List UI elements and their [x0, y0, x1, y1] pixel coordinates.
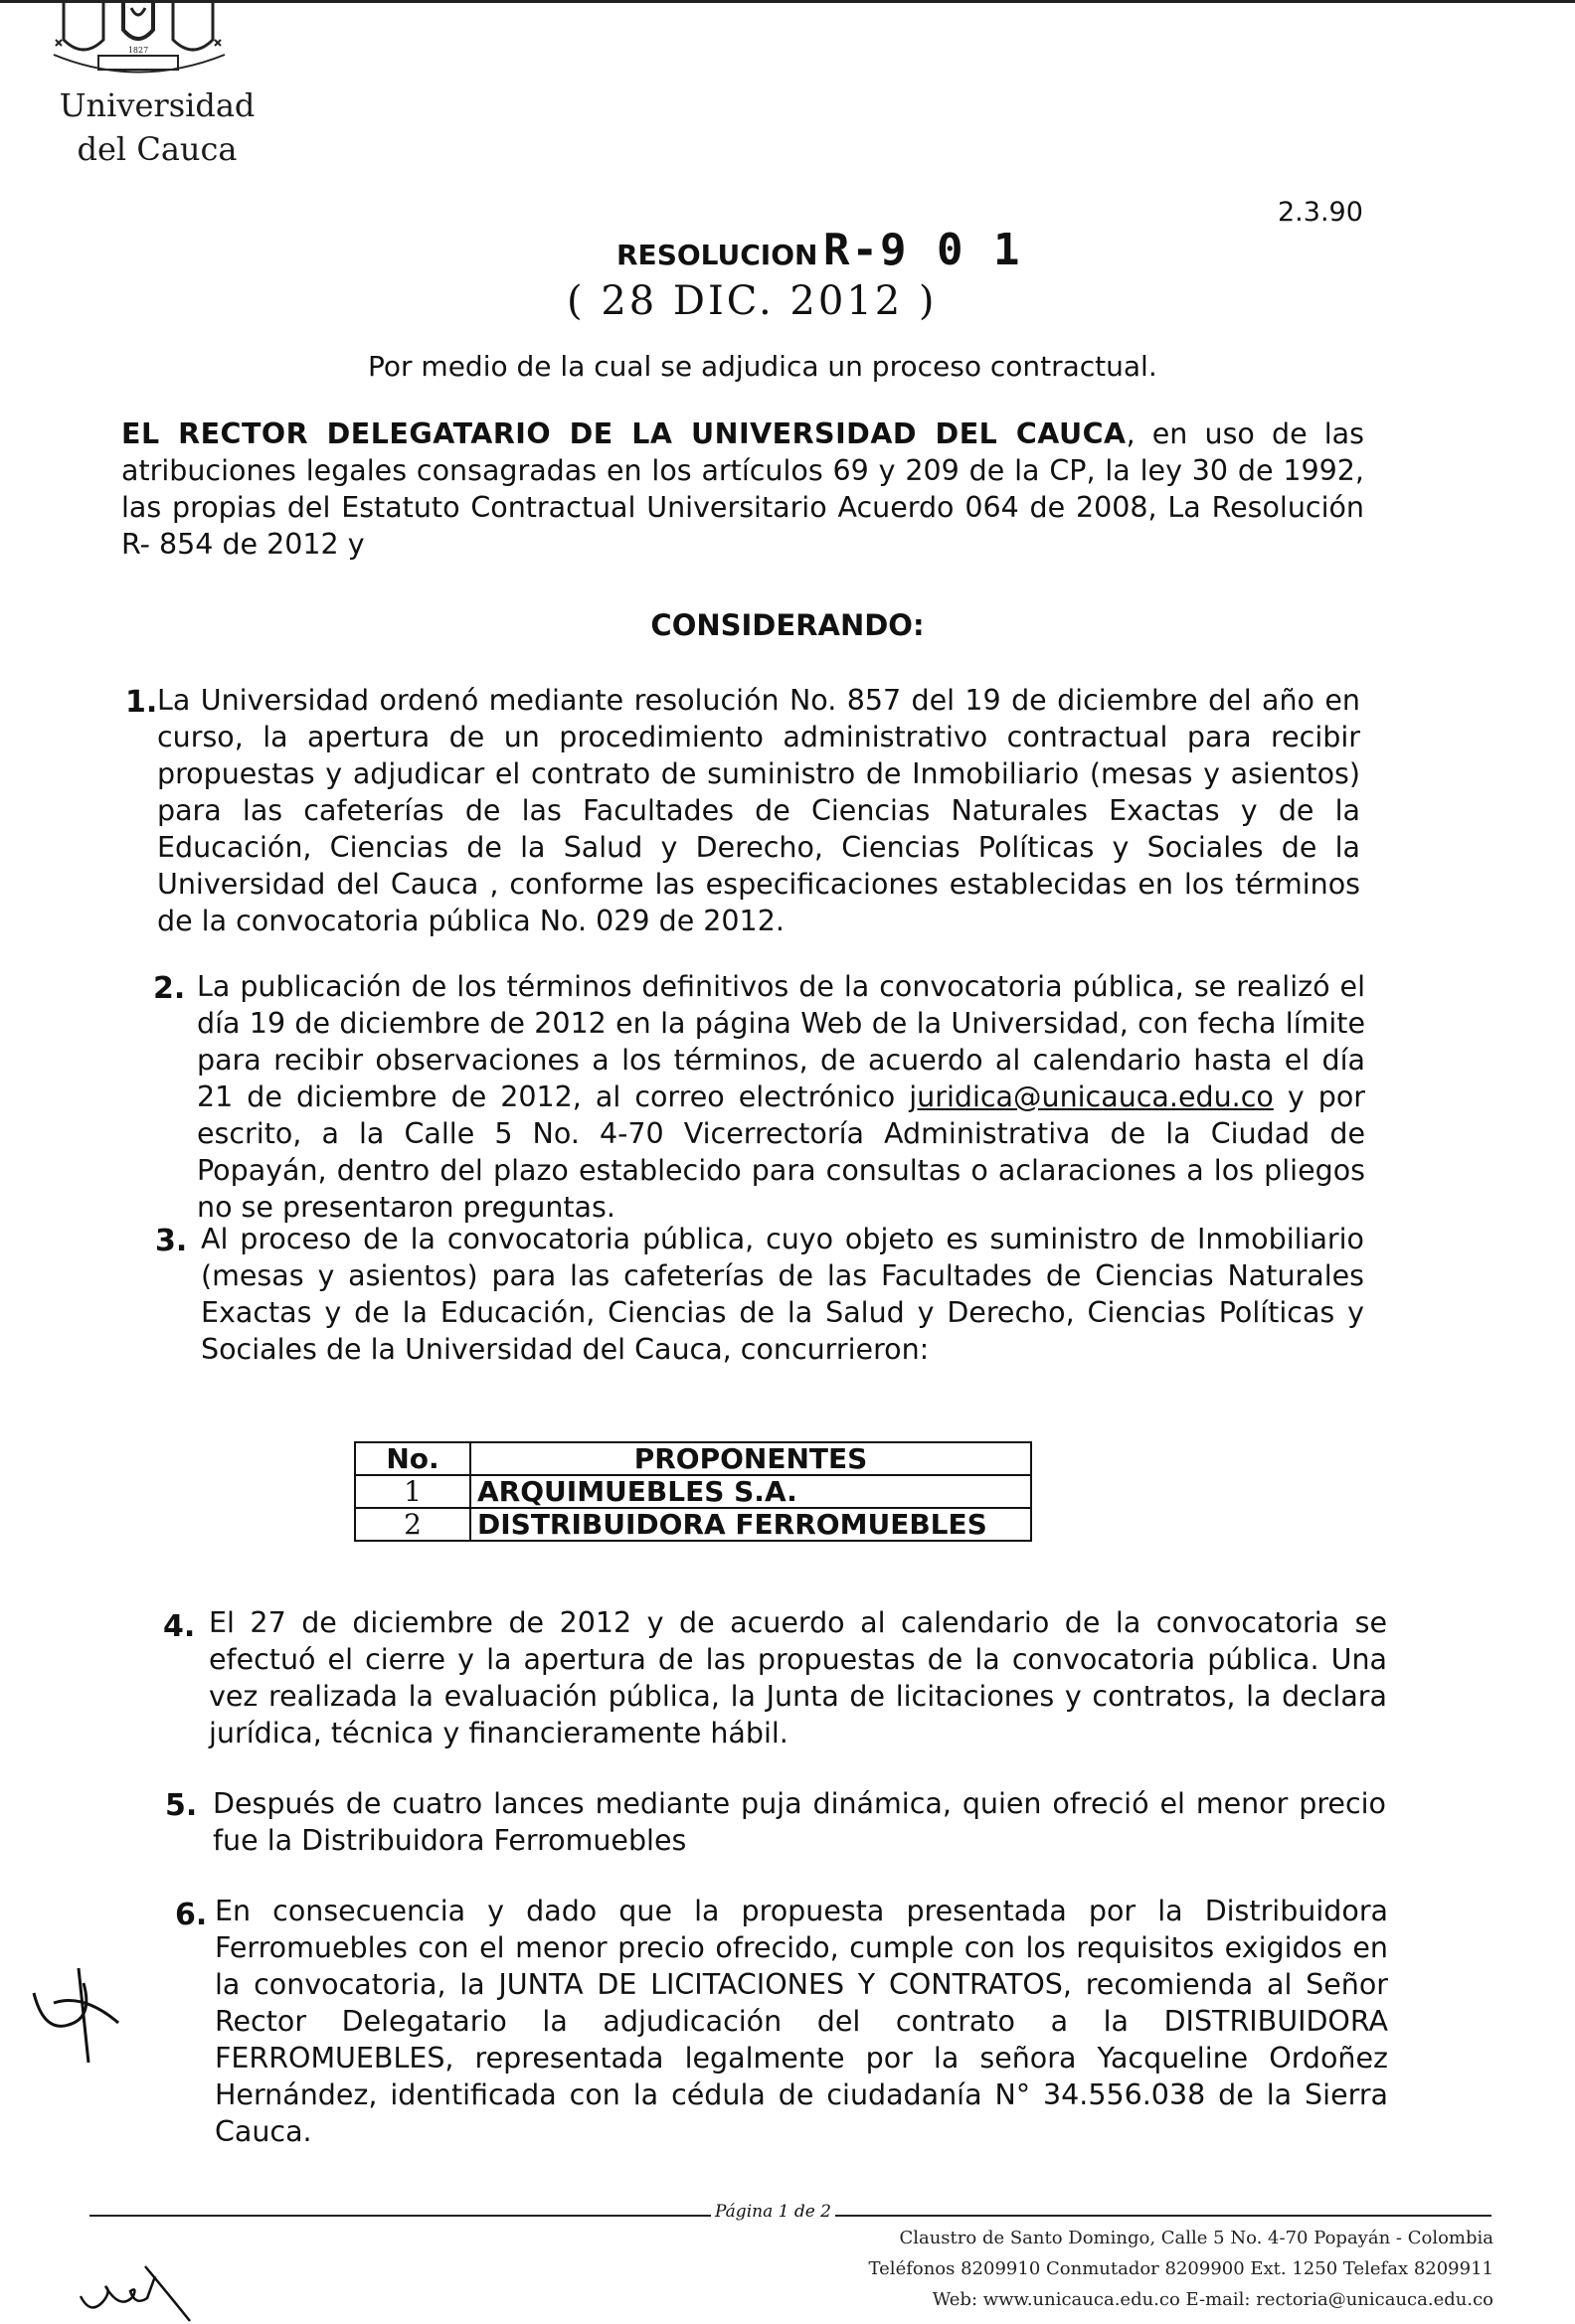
top-border-line — [0, 0, 1575, 3]
table-header-row — [355, 1442, 1031, 1475]
proponent-name: ARQUIMUEBLES S.A. — [470, 1475, 1031, 1508]
considerando-item-6 — [175, 1893, 1388, 2150]
university-name-line1: Universidad — [59, 86, 256, 124]
item-number: 4. — [163, 1609, 196, 1644]
item-number: 2. — [153, 971, 186, 1006]
item-text: En consecuencia y dado que la propuesta presentada por la Distribuidora Ferromuebles con el menor precio ofrecido, cumple con los requisitos exigidos en la convocatoria, la JUNTA DE LICITACIONES Y CONTRATOS, recomienda al Señor Rector Delegatario la adjudicación del contrato a la DISTRIBUIDORA FERROMUEBLES, representada legalmente por la señora Yacqueline Ordoñez Hernández, identificada con la cédula de ciudadanía N° 34.556.038 de la Sierra Cauca. — [215, 1895, 1388, 2148]
item-number: 1. — [125, 685, 158, 720]
table-row — [355, 1475, 1031, 1508]
considerando-item-1 — [125, 682, 1360, 939]
university-name — [48, 83, 266, 171]
document-code: 2.3.90 — [1278, 197, 1363, 228]
footer-web-email: Web: www.unicauca.edu.co E-mail: rectoria@unicauca.edu.co — [932, 2289, 1493, 2310]
footer-phones: Teléfonos 8209910 Conmutador 8209900 Ext. 1250 Telefax 8209911 — [868, 2258, 1493, 2279]
considerando-item-4 — [163, 1604, 1387, 1751]
column-header-number: No. — [355, 1442, 470, 1475]
item-text: y por escrito, a la Calle 5 No. 4-70 Vicerrectoría Administrativa de la Ciudad de Popayán, dentro del plazo establecido para consultas o aclaraciones a los pliegos no se presentaron preguntas. — [197, 1080, 1366, 1224]
considerando-item-2 — [153, 968, 1366, 1226]
item-text: El 27 de diciembre de 2012 y de acuerdo al calendario de la convocatoria se efectuó el cierre y la apertura de las propuestas de la convocatoria pública. Una vez realizada la evaluación pública, la Junta de licitaciones y contratos, la declara jurídica, técnica y financieramente hábil. — [209, 1606, 1387, 1749]
university-crest-logo — [44, 0, 233, 80]
item-number: 5. — [165, 1788, 198, 1823]
item-text: Después de cuatro lances mediante puja dinámica, quien ofreció el menor precio fue la Distribuidora Ferromuebles — [213, 1787, 1386, 1857]
preamble-paragraph — [121, 415, 1364, 563]
column-header-proponents: PROPONENTES — [470, 1442, 1031, 1475]
row-number: 1 — [355, 1475, 470, 1508]
handwritten-initial-mark — [24, 1963, 133, 2073]
proponent-name: DISTRIBUIDORA FERROMUEBLES — [470, 1508, 1031, 1541]
item-number: 6. — [175, 1898, 208, 1932]
item-text: La publicación de los términos definitivos de la convocatoria pública, se realizó el día 19 de diciembre de 2012 en la página Web de la Universidad, con fecha límite para recibir observaciones a los términos, de acuerdo al calendario hasta el día 21 de diciembre de 2012, al correo electrónico — [197, 970, 1365, 1113]
table-row — [355, 1508, 1031, 1541]
footer-contact — [795, 2223, 1493, 2315]
resolution-number-stamp: R-9 0 1 — [823, 225, 1022, 275]
proponents-table — [354, 1441, 1032, 1542]
resolution-date-stamp: ( 28 DIC. 2012 ) — [567, 278, 938, 324]
page-number: Página 1 de 2 — [711, 2202, 835, 2222]
university-name-line2: del Cauca — [77, 130, 238, 168]
item-text: Al proceso de la convocatoria pública, cuyo objeto es suministro de Inmobiliario (mesas y asientos) para las cafeterías de las Facultades de Ciencias Naturales Exactas y de la Educación, Ciencias de la Salud y Derecho, Ciencias Políticas y Sociales de la Universidad del Cauca, concurrieron: — [201, 1223, 1364, 1366]
item-number: 3. — [155, 1224, 188, 1258]
resolution-title: RESOLUCION — [616, 239, 818, 271]
svg-text:1827: 1827 — [127, 46, 149, 55]
row-number: 2 — [355, 1508, 470, 1541]
handwritten-signature — [76, 2256, 195, 2324]
item-text: La Universidad ordenó mediante resolución No. 857 del 19 de diciembre del año en curso, la apertura de un procedimiento administrativo contractual para recibir propuestas y adjudicar el contrato de suministro de Inmobiliario (mesas y asientos) para las cafeterías de las Facultades de Ciencias Naturales Exactas y de la Educación, Ciencias de la Salud y Derecho, Ciencias Políticas y Sociales de la Universidad del Cauca , conforme las especificaciones establecidas en los términos de la convocatoria pública No. 029 de 2012. — [157, 684, 1360, 937]
considerando-item-5 — [165, 1785, 1386, 1859]
considerando-heading: CONSIDERANDO: — [650, 608, 925, 642]
preamble-text: , en uso de las atribuciones legales consagradas en los artículos 69 y 209 de la CP, la ley 30 de 1992, las propias del Estatuto Contractual Universitario Acuerdo 064 de 2008, La Resolución R- 854 de 2012 y — [121, 417, 1364, 561]
footer-address: Claustro de Santo Domingo, Calle 5 No. 4-70 Popayán - Colombia — [899, 2228, 1493, 2248]
preamble-authority: EL RECTOR DELEGATARIO DE LA UNIVERSIDAD DEL CAUCA — [121, 417, 1127, 450]
considerando-item-3 — [155, 1221, 1364, 1368]
resolution-subtitle: Por medio de la cual se adjudica un proceso contractual. — [368, 350, 1157, 383]
email-link[interactable]: juridica@unicauca.edu.co — [909, 1080, 1274, 1113]
